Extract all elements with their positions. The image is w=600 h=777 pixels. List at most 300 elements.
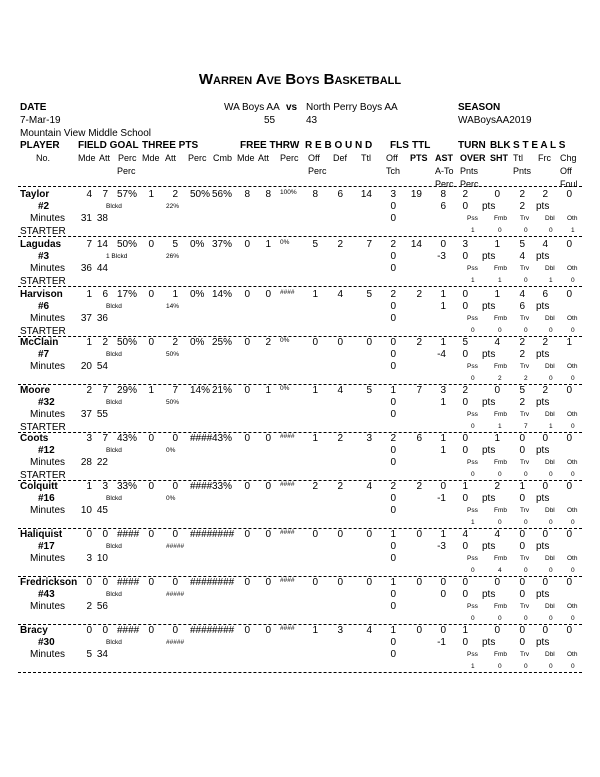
sub-label-dbl: Dbl — [545, 411, 555, 418]
stat-ttl-pts: 2 — [416, 289, 422, 300]
column-header: PTS — [410, 153, 428, 163]
stat-st-ttl: 2 — [519, 337, 525, 348]
stat-tp-a: 0 — [172, 577, 178, 588]
row-divider — [18, 236, 582, 237]
sub-label-pss: Pss — [467, 507, 478, 514]
sub-value-trv: 0 — [524, 615, 528, 622]
stat-blk-pts: pts — [536, 541, 550, 552]
column-header: Perc — [308, 166, 327, 176]
sub-label-fmb: Fmb — [494, 507, 507, 514]
stat-st-frc: 0 — [566, 529, 572, 540]
stat-fls: 1 — [390, 529, 396, 540]
stat-st-pnts: 0 — [542, 433, 548, 444]
stat-blk-pts: pts — [482, 637, 496, 648]
sub-value-fmb: 0 — [498, 327, 502, 334]
seconds-value: 38 — [96, 213, 108, 224]
sub-value-dbl: 0 — [549, 615, 553, 622]
stat-st-pnts: 4 — [519, 251, 525, 262]
column-header: FREE THRW — [240, 140, 300, 151]
stat-reb-ttl: 0 — [366, 577, 372, 588]
row-divider — [18, 672, 582, 673]
stat-fls-off: 0 — [390, 589, 396, 600]
stat-tp-p: 50% — [190, 189, 211, 200]
stat-blk: 4 — [494, 529, 500, 540]
stat-ft-a: 0 — [265, 481, 271, 492]
sub-value-dbl: 1 — [549, 423, 553, 430]
stat-cmb: #### — [212, 577, 235, 588]
stat-cmb: 33% — [212, 481, 233, 492]
column-header: FIELD GOAL — [78, 140, 139, 151]
minutes-label: Minutes — [30, 213, 66, 224]
stat-tp-p: 14% — [190, 385, 211, 396]
sub-value-pss: 0 — [471, 567, 475, 574]
stat-reb-ttl: 5 — [366, 385, 372, 396]
starter-label: STARTER — [20, 422, 66, 433]
minutes-value: 2 — [86, 601, 92, 612]
column-header: AST — [435, 153, 453, 163]
stat-reb-off: 1 — [312, 289, 318, 300]
stat-blk: 2 — [494, 481, 500, 492]
column-header: Att — [258, 153, 270, 163]
sub-label-oth: Oth — [567, 507, 578, 514]
stat-tp-p: #### — [190, 481, 213, 492]
sub-label-oth: Oth — [567, 459, 578, 466]
stat-blk-pts: pts — [536, 397, 550, 408]
seconds-value: 55 — [96, 409, 108, 420]
column-header: Ttl — [361, 153, 371, 163]
stat-tp-a: 0 — [172, 529, 178, 540]
stat-fls-off: 0 — [390, 541, 396, 552]
stat-turn-pts: 0 — [462, 251, 468, 262]
sub-label-dbl: Dbl — [545, 555, 555, 562]
stat-blk: 4 — [494, 337, 500, 348]
stat-ft-m: 0 — [244, 625, 250, 636]
minutes-label: Minutes — [30, 313, 66, 324]
sub-value-pss: 0 — [471, 423, 475, 430]
stat-fls-off: 0 — [390, 361, 396, 372]
stat-fg-a: 0 — [102, 529, 108, 540]
stat-ft-a: 0 — [265, 529, 271, 540]
stat-fls-off: 0 — [390, 445, 396, 456]
column-header: Perc — [117, 166, 136, 176]
sub-value-pss: 0 — [471, 471, 475, 478]
stat-fg-p: 33% — [117, 481, 138, 492]
sub-value-oth: 0 — [571, 615, 575, 622]
stat-tp-p: 0% — [190, 289, 205, 300]
sub-value-pss: 1 — [471, 663, 475, 670]
sub-label-pss: Pss — [467, 315, 478, 322]
stat-tp-p: 0% — [190, 239, 205, 250]
stat-reb-off: 1 — [312, 385, 318, 396]
seconds-value: 45 — [96, 505, 108, 516]
stat-ast: 0 — [440, 577, 446, 588]
stat-ft-a: 2 — [265, 337, 271, 348]
column-header: Chg — [560, 153, 577, 163]
sub-value-trv: 0 — [524, 227, 528, 234]
stat-tp-p: #### — [190, 433, 213, 444]
stat-ft-p: 100% — [280, 189, 297, 196]
column-header: Frc — [538, 153, 551, 163]
stat-fg-m: 0 — [86, 577, 92, 588]
blocked-perc: 50% — [166, 351, 180, 358]
stat-ft-a: 0 — [265, 433, 271, 444]
player-name: Lagudas — [20, 239, 62, 250]
sub-value-fmb: 4 — [498, 567, 502, 574]
sub-label-dbl: Dbl — [545, 265, 555, 272]
stat-fg-p: #### — [117, 529, 140, 540]
stat-turn: 0 — [462, 289, 468, 300]
stat-ft-m: 8 — [244, 189, 250, 200]
stat-st-frc: 0 — [566, 239, 572, 250]
stat-tp-p: 0% — [190, 337, 205, 348]
stat-reb-ttl: 3 — [366, 433, 372, 444]
stat-blk-pts: pts — [536, 493, 550, 504]
stat-ft-m: 0 — [244, 337, 250, 348]
stat-ft-a: 8 — [265, 189, 271, 200]
stat-blk: 1 — [494, 239, 500, 250]
stat-reb-ttl: 0 — [366, 529, 372, 540]
stat-reb-off: 0 — [312, 577, 318, 588]
stat-blk-pts: pts — [536, 251, 550, 262]
sub-value-trv: 0 — [524, 567, 528, 574]
stat-st-pnts: 2 — [542, 337, 548, 348]
stat-fls-off: 0 — [390, 213, 396, 224]
stat-reb-def: 0 — [337, 529, 343, 540]
stat-reb-ttl: 7 — [366, 239, 372, 250]
player-name: Colquitt — [20, 481, 58, 492]
sub-value-dbl: 1 — [549, 277, 553, 284]
stat-fls: 3 — [390, 189, 396, 200]
minutes-label: Minutes — [30, 505, 66, 516]
stat-cmb: 21% — [212, 385, 233, 396]
stat-st-pnts: 0 — [542, 481, 548, 492]
blocked-perc: 22% — [166, 203, 180, 210]
sub-value-dbl: 0 — [549, 519, 553, 526]
column-header: Perc — [118, 153, 137, 163]
stat-st-pnts: 0 — [519, 541, 525, 552]
stat-reb-def: 6 — [337, 189, 343, 200]
stat-blk-pts: pts — [536, 589, 550, 600]
stat-tp-m: 1 — [148, 189, 154, 200]
stat-fg-a: 14 — [96, 239, 108, 250]
minutes-label: Minutes — [30, 601, 66, 612]
column-header: Att — [165, 153, 177, 163]
stat-tp-m: 0 — [148, 289, 154, 300]
stat-st-ttl: 0 — [519, 625, 525, 636]
blocked-label: Blckd — [106, 591, 122, 598]
stat-st-pnts: 2 — [519, 201, 525, 212]
minutes-label: Minutes — [30, 553, 66, 564]
column-header: Mde — [142, 153, 160, 163]
sub-value-pss: 0 — [471, 615, 475, 622]
stat-fls: 1 — [390, 577, 396, 588]
page-title: Warren Ave Boys Basketball — [198, 71, 402, 88]
stat-fls-off: 0 — [390, 301, 396, 312]
stat-turn-pts: 0 — [462, 301, 468, 312]
sub-value-trv: 0 — [524, 277, 528, 284]
sub-label-trv: Trv — [520, 507, 530, 514]
column-header: Perc — [435, 179, 454, 189]
stat-st-pnts: 0 — [542, 577, 548, 588]
sub-label-trv: Trv — [520, 411, 530, 418]
stat-tp-a: 5 — [172, 239, 178, 250]
sub-value-dbl: 0 — [549, 327, 553, 334]
stat-ttl-pts: 0 — [416, 577, 422, 588]
player-number: #30 — [38, 637, 55, 648]
sub-value-dbl: 0 — [549, 567, 553, 574]
game-date: 7-Mar-19 — [20, 115, 61, 126]
stat-st-ttl: 2 — [519, 189, 525, 200]
sub-value-trv: 0 — [524, 471, 528, 478]
stat-ttl-pts: 6 — [416, 433, 422, 444]
stat-blk-pts: pts — [536, 301, 550, 312]
stat-fg-m: 4 — [86, 189, 92, 200]
sub-value-trv: 0 — [524, 663, 528, 670]
column-header: FLS — [390, 140, 409, 151]
stat-blk-pts: pts — [536, 349, 550, 360]
column-header: Off — [308, 153, 320, 163]
stat-st-pnts: 2 — [519, 349, 525, 360]
stat-st-ttl: 5 — [519, 239, 525, 250]
stat-fg-a: 7 — [102, 433, 108, 444]
column-header: Tch — [386, 166, 401, 176]
stat-ttl-pts: 2 — [416, 481, 422, 492]
stat-tp-m: 1 — [148, 385, 154, 396]
stat-ft-m: 0 — [244, 529, 250, 540]
stat-st-pnts: 0 — [519, 445, 525, 456]
minutes-label: Minutes — [30, 409, 66, 420]
stat-fg-m: 0 — [86, 625, 92, 636]
stat-reb-off: 0 — [312, 529, 318, 540]
stat-turn: 0 — [462, 433, 468, 444]
sub-label-trv: Trv — [520, 555, 530, 562]
blocked-label: Blckd — [106, 543, 122, 550]
stat-st-pnts: 0 — [542, 625, 548, 636]
stat-fg-p: 57% — [117, 189, 138, 200]
stat-fls-off: 0 — [390, 313, 396, 324]
stat-a-to: -1 — [437, 637, 446, 648]
stat-ft-p: 0% — [280, 337, 290, 344]
stat-fls-off: 0 — [390, 493, 396, 504]
stat-ft-p: #### — [280, 481, 295, 488]
minutes-label: Minutes — [30, 361, 66, 372]
starter-label: STARTER — [20, 326, 66, 337]
stat-ft-a: 1 — [265, 385, 271, 396]
column-header: SHT — [490, 153, 508, 163]
sub-label-oth: Oth — [567, 651, 578, 658]
stat-ft-p: 0% — [280, 239, 290, 246]
player-name: Moore — [20, 385, 50, 396]
sub-label-pss: Pss — [467, 603, 478, 610]
stat-st-pnts: 2 — [542, 189, 548, 200]
stat-ttl-pts: 19 — [410, 189, 422, 200]
stat-reb-def: 0 — [337, 337, 343, 348]
stat-st-ttl: 5 — [519, 385, 525, 396]
stat-tp-m: 0 — [148, 625, 154, 636]
sub-label-pss: Pss — [467, 411, 478, 418]
seconds-value: 54 — [96, 361, 108, 372]
stat-a-to: -1 — [437, 493, 446, 504]
stat-blk-pts: pts — [482, 349, 496, 360]
column-header: Foul — [560, 179, 578, 189]
game-location: Mountain View Middle School — [20, 128, 152, 139]
minutes-label: Minutes — [30, 457, 66, 468]
sub-value-fmb: 0 — [498, 615, 502, 622]
sub-label-trv: Trv — [520, 265, 530, 272]
home-team: WA Boys AA — [224, 102, 280, 113]
stat-ast: 1 — [440, 433, 446, 444]
player-number: #17 — [38, 541, 55, 552]
sub-label-oth: Oth — [567, 411, 578, 418]
blocked-perc: 0% — [166, 447, 176, 454]
stat-fls-off: 0 — [390, 601, 396, 612]
sub-value-pss: 1 — [471, 519, 475, 526]
sub-label-trv: Trv — [520, 651, 530, 658]
stat-reb-def: 4 — [337, 289, 343, 300]
column-header: Att — [99, 153, 111, 163]
blocked-perc: ##### — [166, 543, 185, 550]
minutes-value: 37 — [80, 313, 92, 324]
stat-turn: 2 — [462, 385, 468, 396]
sub-label-oth: Oth — [567, 215, 578, 222]
stat-turn-pts: 0 — [462, 349, 468, 360]
stat-blk: 0 — [494, 577, 500, 588]
stat-fls-off: 0 — [390, 505, 396, 516]
minutes-value: 10 — [80, 505, 92, 516]
stat-reb-def: 2 — [337, 433, 343, 444]
stat-a-to: -3 — [437, 251, 446, 262]
stat-fg-a: 3 — [102, 481, 108, 492]
stat-st-pnts: 0 — [519, 493, 525, 504]
player-number: #2 — [38, 201, 50, 212]
stat-fg-m: 3 — [86, 433, 92, 444]
vs-label: vs — [286, 102, 298, 113]
stat-fg-m: 1 — [86, 337, 92, 348]
blocked-label: Blckd — [106, 495, 122, 502]
seconds-value: 44 — [96, 263, 108, 274]
stat-blk: 1 — [494, 289, 500, 300]
stat-fls-off: 0 — [390, 349, 396, 360]
column-header: Pnts — [460, 166, 479, 176]
sub-label-trv: Trv — [520, 215, 530, 222]
stat-blk-pts: pts — [482, 397, 496, 408]
home-score: 55 — [264, 115, 276, 126]
stat-turn: 5 — [462, 337, 468, 348]
stat-reb-def: 2 — [337, 239, 343, 250]
stat-fg-m: 2 — [86, 385, 92, 396]
blocked-perc: ##### — [166, 639, 185, 646]
seconds-value: 56 — [96, 601, 108, 612]
player-number: #6 — [38, 301, 50, 312]
stat-ft-p: 0% — [280, 385, 290, 392]
column-header: No. — [36, 153, 51, 163]
column-header: BLK — [490, 140, 511, 151]
stat-reb-off: 8 — [312, 189, 318, 200]
stat-blk: 0 — [494, 189, 500, 200]
stat-fg-a: 0 — [102, 625, 108, 636]
stat-ft-m: 0 — [244, 239, 250, 250]
player-number: #43 — [38, 589, 55, 600]
stat-ft-p: #### — [280, 529, 295, 536]
stat-turn-pts: 0 — [462, 445, 468, 456]
stat-blk-pts: pts — [482, 445, 496, 456]
blocked-perc: 26% — [166, 253, 180, 260]
sub-value-dbl: 0 — [549, 227, 553, 234]
stat-tp-p: #### — [190, 577, 213, 588]
season-label: SEASON — [458, 102, 501, 113]
stat-reb-ttl: 0 — [366, 337, 372, 348]
stat-ft-p: #### — [280, 289, 295, 296]
stat-tp-m: 0 — [148, 577, 154, 588]
stat-st-frc: 0 — [566, 625, 572, 636]
stat-fg-m: 1 — [86, 289, 92, 300]
sub-label-pss: Pss — [467, 215, 478, 222]
minutes-label: Minutes — [30, 649, 66, 660]
stat-fls-off: 0 — [390, 251, 396, 262]
sub-label-fmb: Fmb — [494, 555, 507, 562]
sub-label-pss: Pss — [467, 363, 478, 370]
column-header: TTL — [412, 140, 431, 151]
stat-reb-ttl: 4 — [366, 625, 372, 636]
stat-turn-pts: 0 — [462, 637, 468, 648]
player-number: #16 — [38, 493, 55, 504]
sub-value-trv: 0 — [524, 519, 528, 526]
column-header: R E B O U N D — [305, 140, 373, 151]
stat-fls-off: 0 — [390, 637, 396, 648]
column-header: A-To — [435, 166, 454, 176]
stat-a-to: 1 — [440, 301, 446, 312]
stat-fg-a: 6 — [102, 289, 108, 300]
stat-cmb: 37% — [212, 239, 233, 250]
column-header: Perc — [280, 153, 299, 163]
season-name: WABoysAA2019 — [458, 115, 532, 126]
stat-blk-pts: pts — [482, 589, 496, 600]
minutes-value: 20 — [80, 361, 92, 372]
stat-tp-a: 0 — [172, 481, 178, 492]
sub-label-pss: Pss — [467, 459, 478, 466]
stat-a-to: 0 — [440, 589, 446, 600]
player-number: #7 — [38, 349, 50, 360]
stat-fls-off: 0 — [390, 553, 396, 564]
stat-a-to: 1 — [440, 397, 446, 408]
blocked-label: 1 Blckd — [106, 253, 128, 260]
column-header: OVER — [460, 153, 486, 163]
stat-turn: 4 — [462, 529, 468, 540]
sub-label-dbl: Dbl — [545, 459, 555, 466]
away-score: 43 — [306, 115, 318, 126]
stat-fls: 0 — [390, 337, 396, 348]
stat-reb-def: 0 — [337, 577, 343, 588]
stat-reb-def: 4 — [337, 385, 343, 396]
sub-label-dbl: Dbl — [545, 363, 555, 370]
stat-blk: 0 — [494, 625, 500, 636]
stat-tp-a: 0 — [172, 433, 178, 444]
sub-value-oth: 1 — [571, 227, 575, 234]
blocked-label: Blckd — [106, 399, 122, 406]
stat-blk-pts: pts — [482, 301, 496, 312]
minutes-value: 36 — [80, 263, 92, 274]
sub-label-fmb: Fmb — [494, 651, 507, 658]
stat-fg-p: 50% — [117, 239, 138, 250]
stat-st-pnts: 0 — [519, 637, 525, 648]
stat-ft-p: #### — [280, 577, 295, 584]
sub-value-trv: 7 — [524, 423, 528, 430]
stat-blk-pts: pts — [482, 201, 496, 212]
column-header: Off — [560, 166, 572, 176]
sub-label-fmb: Fmb — [494, 265, 507, 272]
blocked-perc: 0% — [166, 495, 176, 502]
stat-ttl-pts: 2 — [416, 337, 422, 348]
